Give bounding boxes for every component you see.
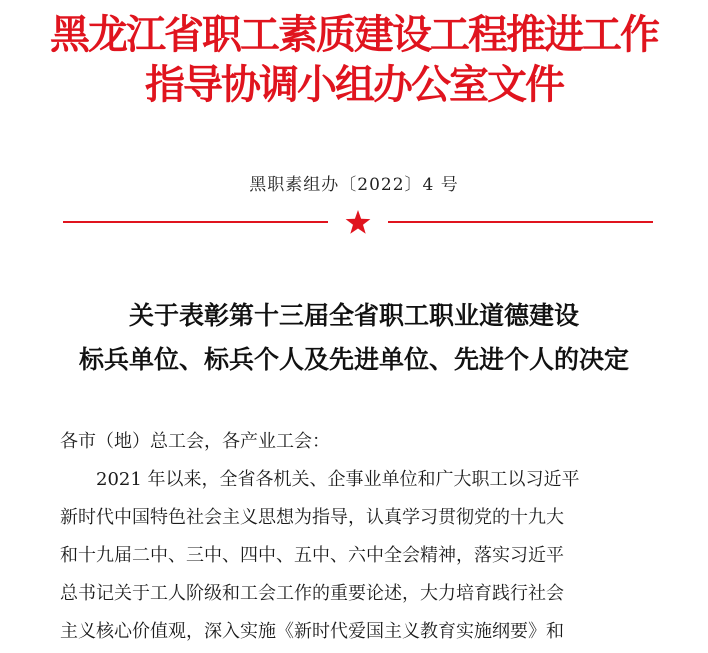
divider-line-left <box>63 221 328 223</box>
body-line: 2021 年以来，全省各机关、企事业单位和广大职工以习近平 <box>96 469 580 490</box>
divider-line-right <box>388 221 653 223</box>
header-title-line-2: 指导协调小组办公室文件 <box>145 61 563 108</box>
star-icon <box>345 210 371 234</box>
document-header-title <box>0 10 708 110</box>
document-number: 黑职素组办〔2022〕4 号 <box>249 175 459 195</box>
red-divider <box>63 210 653 234</box>
document-body <box>60 423 660 651</box>
body-line: 主义核心价值观，深入实施《新时代爱国主义教育实施纲要》和 <box>60 621 564 642</box>
decision-title-line-1: 关于表彰第十三届全省职工职业道德建设 <box>128 301 579 330</box>
body-line: 总书记关于工人阶级和工会工作的重要论述，大力培育践行社会 <box>60 583 564 604</box>
salutation: 各市（地）总工会，各产业工会： <box>60 431 330 452</box>
decision-title-line-2: 标兵单位、标兵个人及先进单位、先进个人的决定 <box>78 345 629 374</box>
body-line: 和十九届二中、三中、四中、五中、六中全会精神，落实习近平 <box>60 545 564 566</box>
decision-title <box>0 294 708 382</box>
body-line: 新时代中国特色社会主义思想为指导，认真学习贯彻党的十九大 <box>60 507 564 528</box>
header-title-line-1: 黑龙江省职工素质建设工程推进工作 <box>50 11 658 58</box>
